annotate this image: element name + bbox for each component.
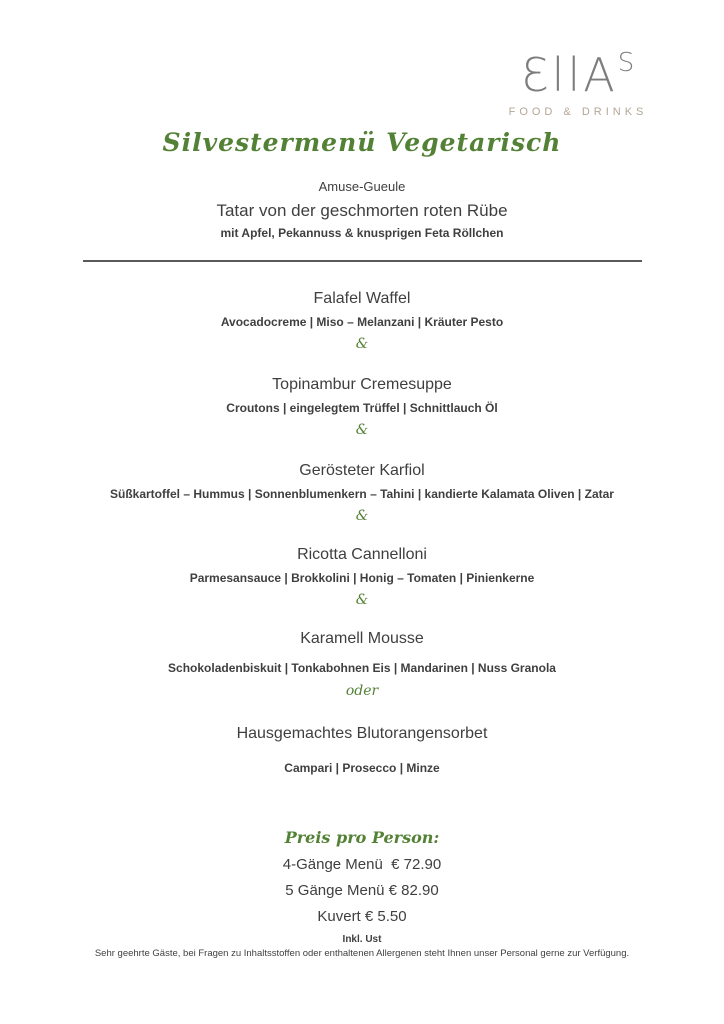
course-item xyxy=(0,460,724,524)
course-ingredients: Schokoladenbiskuit | Tonkabohnen Eis | Mandarinen | Nuss Granola xyxy=(168,661,556,675)
course-item xyxy=(0,544,724,608)
course-name: Topinambur Cremesuppe xyxy=(272,376,452,393)
course-separator: & xyxy=(355,592,369,608)
section-divider xyxy=(83,260,642,262)
course-ingredients: Avocadocreme | Miso – Melanzani | Kräuter Pesto xyxy=(220,315,504,329)
course-separator: & xyxy=(355,508,369,524)
logo-text: ƐllA xyxy=(521,48,618,102)
course-name: Hausgemachtes Blutorangensorbet xyxy=(236,725,488,742)
amuse-label: Amuse-Gueule xyxy=(318,179,406,194)
course-item xyxy=(0,374,724,438)
footer-section xyxy=(0,933,724,960)
course-ingredients: Süßkartoffel – Hummus | Sonnenblumenkern – Tahini | kandierte Kalamata Oliven | Zatar xyxy=(110,487,614,501)
course-item xyxy=(0,628,724,699)
restaurant-logo xyxy=(508,34,648,118)
course-item xyxy=(0,723,724,776)
pricing-heading: Preis pro Person: xyxy=(284,828,440,847)
course-ingredients: Parmesansauce | Brokkolini | Honig – Tomaten | Pinienkerne xyxy=(189,571,535,585)
price-line-4-course: 4-Gänge Menü € 72.90 xyxy=(282,856,442,873)
tax-note: Inkl. Ust xyxy=(342,934,382,945)
course-ingredients: Croutons | eingelegtem Trüffel | Schnittlauch Öl xyxy=(226,401,498,415)
course-name: Ricotta Cannelloni xyxy=(297,546,427,563)
price-line-kuvert: Kuvert € 5.50 xyxy=(317,908,407,925)
amuse-dish-name: Tatar von der geschmorten roten Rübe xyxy=(216,201,508,220)
amuse-gueule-section xyxy=(0,178,724,241)
pricing-section xyxy=(0,828,724,926)
allergen-note: Sehr geehrte Gäste, bei Fragen zu Inhaltsstoffen oder enthaltenen Allergenen steht Ihnen unser Personal gerne zur Verfügung. xyxy=(94,948,630,959)
course-separator: & xyxy=(355,336,369,352)
logo-superscript: S xyxy=(617,48,635,78)
course-separator: & xyxy=(355,422,369,438)
course-item xyxy=(0,288,724,352)
amuse-dish-detail: mit Apfel, Pekannuss & knusprigen Feta Röllchen xyxy=(220,226,504,240)
course-name: Falafel Waffel xyxy=(313,290,411,307)
course-name: Karamell Mousse xyxy=(300,630,424,647)
page-title: Silvestermenü Vegetarisch xyxy=(162,128,562,157)
course-separator: oder xyxy=(345,683,379,699)
course-name: Gerösteter Karfiol xyxy=(299,462,425,479)
logo-wordmark xyxy=(508,34,648,104)
price-line-5-course: 5 Gänge Menü € 82.90 xyxy=(285,882,439,899)
course-ingredients: Campari | Prosecco | Minze xyxy=(284,761,440,775)
logo-tagline: FOOD & DRINKS xyxy=(508,106,648,118)
